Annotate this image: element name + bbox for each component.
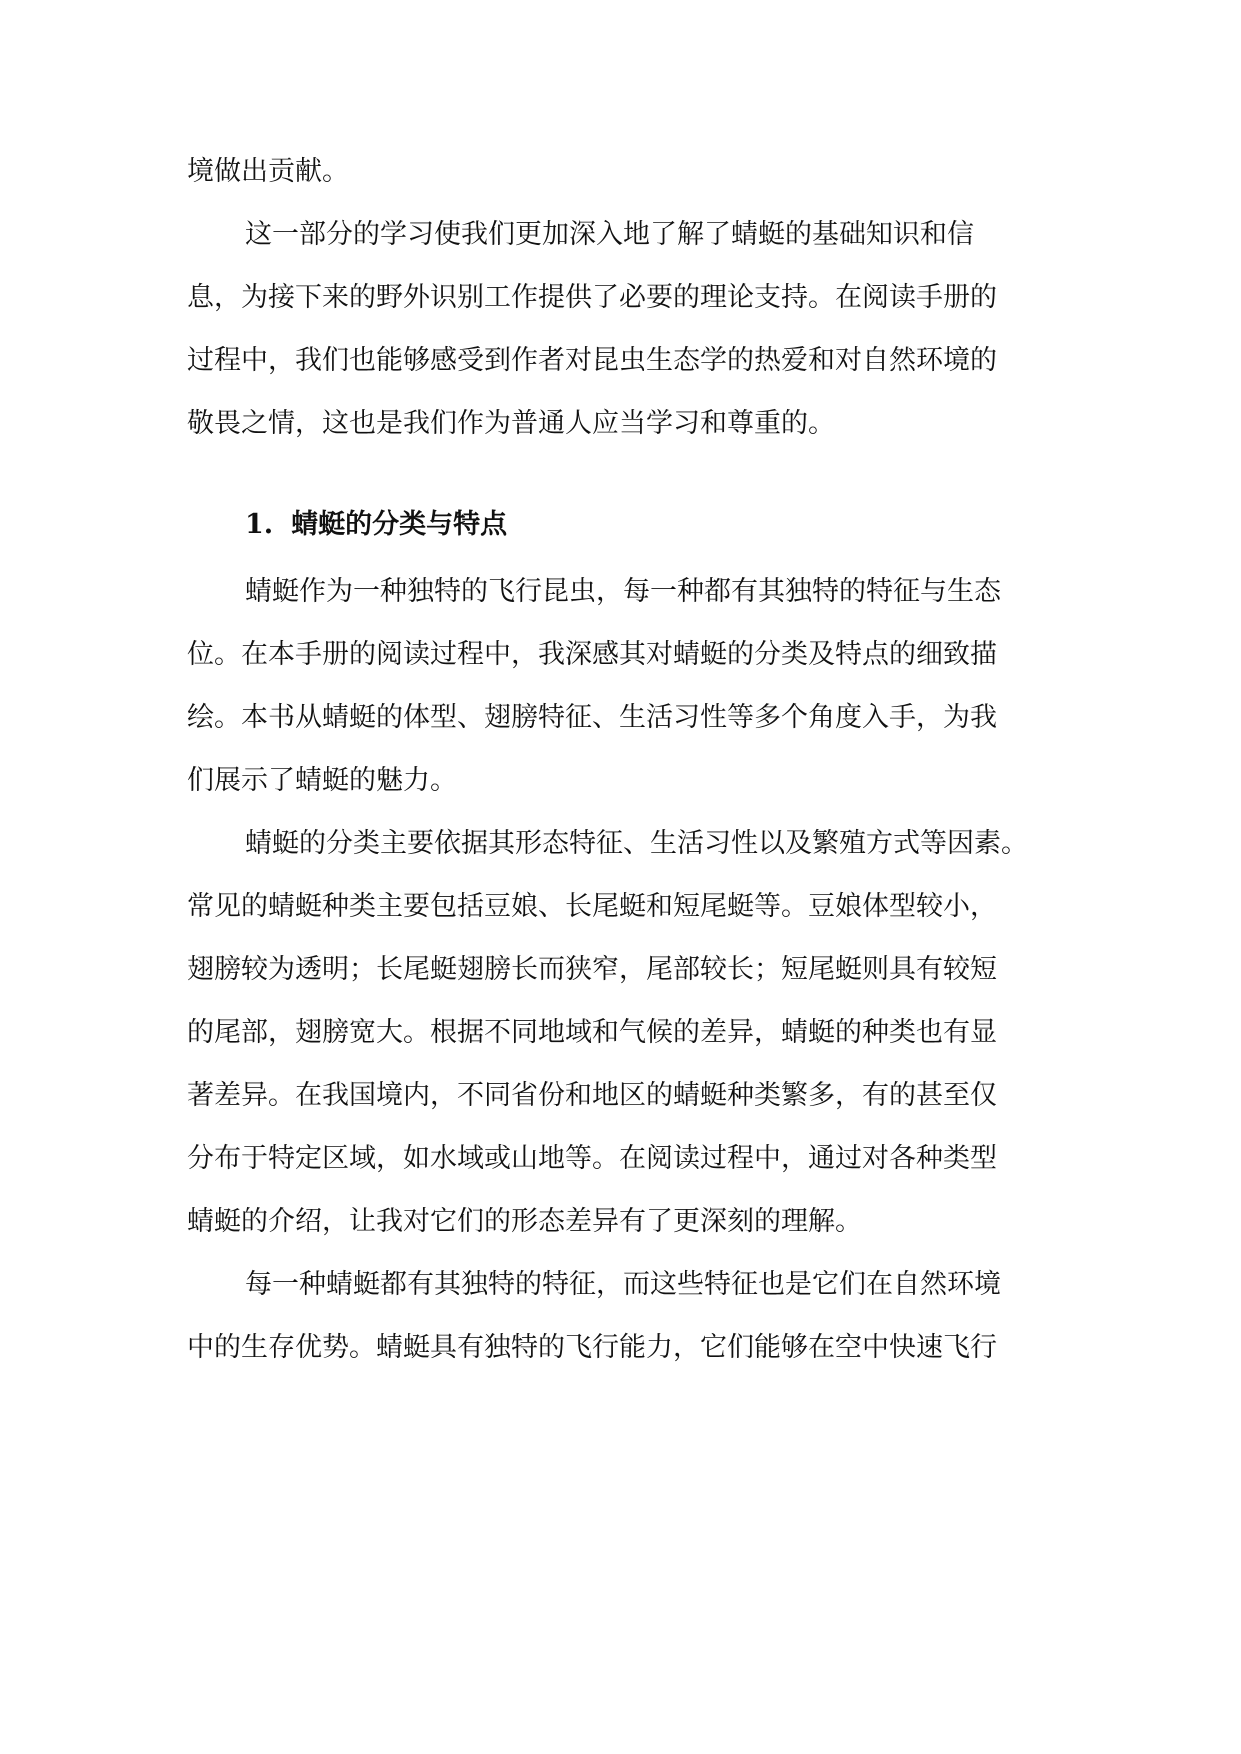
paragraph-continuation <box>187 140 1057 203</box>
text-line: 分布于特定区域，如水域或山地等。在阅读过程中，通过对各种类型 <box>187 1143 997 1174</box>
text-line: 中的生存优势。蜻蜓具有独特的飞行能力，它们能够在空中快速飞行 <box>187 1332 997 1363</box>
text-line: 每一种蜻蜓都有其独特的特征，而这些特征也是它们在自然环境 <box>245 1269 1001 1300</box>
paragraph-intro <box>187 560 1057 812</box>
text-line: 息，为接下来的野外识别工作提供了必要的理论支持。在阅读手册的 <box>187 282 997 313</box>
paragraph-summary <box>187 203 1057 455</box>
paragraph-features <box>187 1253 1057 1379</box>
section-heading <box>187 493 1057 556</box>
text-line: 常见的蜻蜓种类主要包括豆娘、长尾蜓和短尾蜓等。豆娘体型较小， <box>187 891 997 922</box>
text-line: 位。在本手册的阅读过程中，我深感其对蜻蜓的分类及特点的细致描 <box>187 639 997 670</box>
text-line: 蜻蜓的介绍，让我对它们的形态差异有了更深刻的理解。 <box>187 1206 862 1237</box>
section-title: 蜻蜓的分类与特点 <box>291 509 508 540</box>
text-line: 过程中，我们也能够感受到作者对昆虫生态学的热爱和对自然环境的 <box>187 345 997 376</box>
text-line: 这一部分的学习使我们更加深入地了解了蜻蜓的基础知识和信 <box>245 219 974 250</box>
text-line: 翅膀较为透明；长尾蜓翅膀长而狭窄，尾部较长；短尾蜓则具有较短 <box>187 954 997 985</box>
text-line: 的尾部，翅膀宽大。根据不同地域和气候的差异，蜻蜓的种类也有显 <box>187 1017 997 1048</box>
text-line: 境做出贡献。 <box>187 156 349 187</box>
text-line: 著差异。在我国境内，不同省份和地区的蜻蜓种类繁多，有的甚至仅 <box>187 1080 997 1111</box>
text-line: 蜻蜓作为一种独特的飞行昆虫，每一种都有其独特的特征与生态 <box>245 576 1001 607</box>
text-line: 敬畏之情，这也是我们作为普通人应当学习和尊重的。 <box>187 408 835 439</box>
text-line: 们展示了蜻蜓的魅力。 <box>187 765 457 796</box>
text-line: 绘。本书从蜻蜓的体型、翅膀特征、生活习性等多个角度入手，为我 <box>187 702 997 733</box>
document-body <box>187 140 1057 1379</box>
section-number: 1. <box>245 509 274 540</box>
paragraph-classification <box>187 812 1057 1253</box>
text-line: 蜻蜓的分类主要依据其形态特征、生活习性以及繁殖方式等因素。 <box>245 828 1028 859</box>
